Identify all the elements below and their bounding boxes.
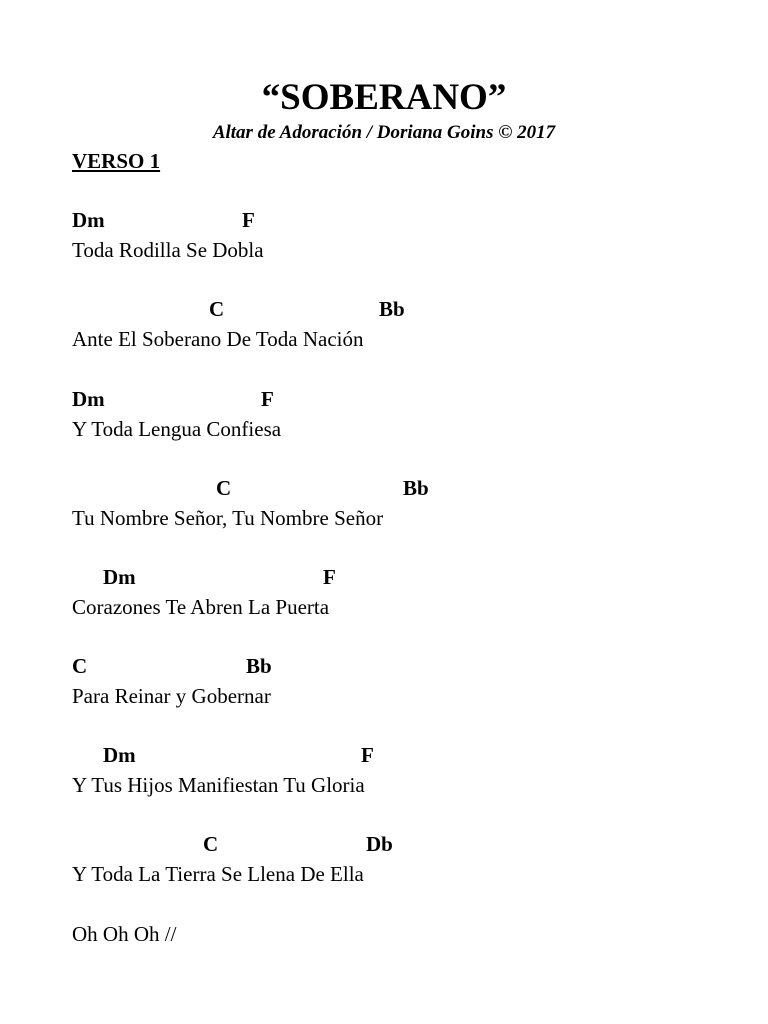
lyric-line: Y Toda La Tierra Se Llena De Ella: [72, 862, 364, 886]
chord: Bb: [379, 297, 405, 321]
lyric-line: Y Tus Hijos Manifiestan Tu Gloria: [72, 773, 365, 797]
chord: C: [216, 476, 232, 500]
lyric-line: Corazones Te Abren La Puerta: [72, 595, 330, 619]
ending-line: Oh Oh Oh //: [72, 922, 177, 946]
lyric-line: Tu Nombre Señor, Tu Nombre Señor: [72, 506, 384, 530]
chord: Bb: [403, 476, 429, 500]
chord: F: [242, 208, 255, 232]
lyric-line: Para Reinar y Gobernar: [72, 684, 271, 708]
chord: F: [361, 743, 374, 767]
chord: Db: [366, 832, 393, 856]
lyric-line: Y Toda Lengua Confiesa: [72, 417, 282, 441]
chord: Dm: [72, 387, 105, 411]
chord: C: [203, 832, 219, 856]
chord: C: [72, 654, 88, 678]
chord: Dm: [103, 565, 136, 589]
chord: Dm: [72, 208, 105, 232]
chord: C: [209, 297, 225, 321]
section-label: VERSO 1: [72, 149, 161, 173]
lyric-line: Toda Rodilla Se Dobla: [72, 238, 264, 262]
song-title: “SOBERANO”: [261, 77, 507, 118]
chord: Dm: [103, 743, 136, 767]
chord: Bb: [246, 654, 272, 678]
chord: F: [323, 565, 336, 589]
lyric-line: Ante El Soberano De Toda Nación: [72, 327, 364, 351]
song-subtitle: Altar de Adoración / Doriana Goins © 2017: [212, 122, 556, 143]
chord: F: [261, 387, 274, 411]
